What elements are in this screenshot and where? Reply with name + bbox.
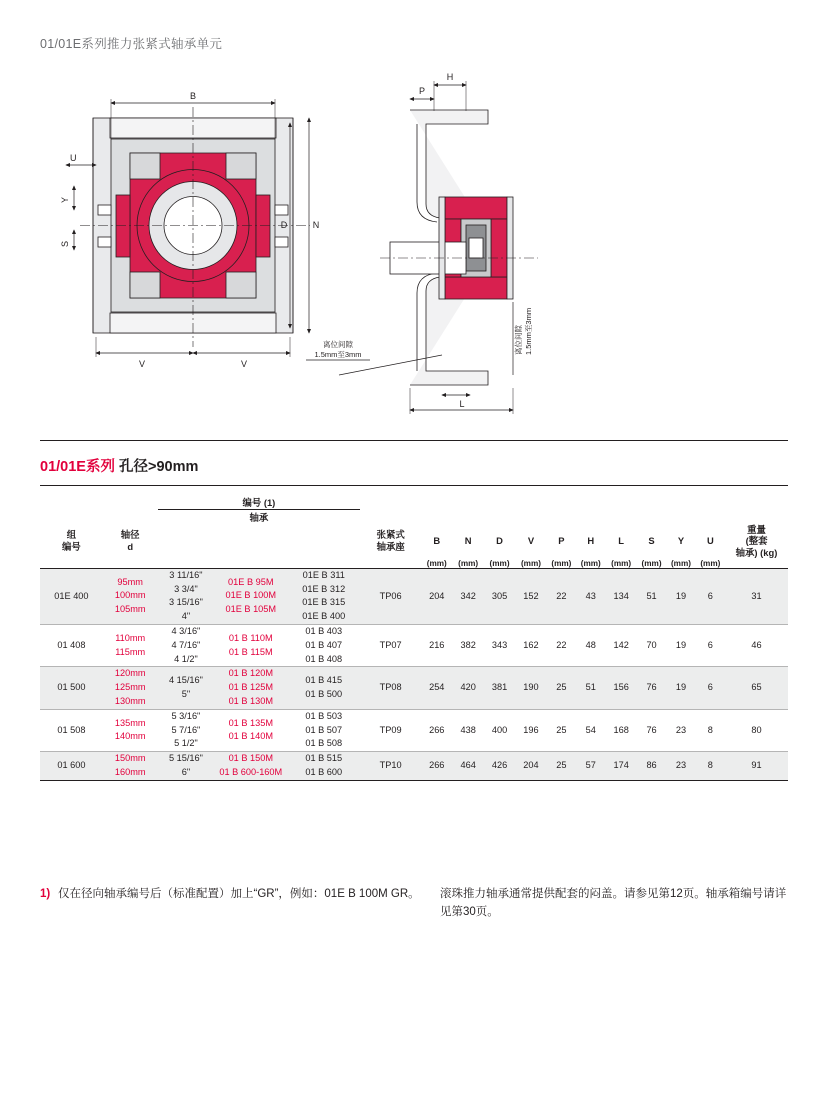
cell-dim-D: 426 bbox=[484, 752, 515, 781]
svg-text:Y: Y bbox=[60, 196, 70, 203]
unit-Y: (mm) bbox=[670, 558, 691, 568]
header-B: B bbox=[433, 535, 441, 547]
section-title bbox=[40, 455, 198, 476]
cell-dim-P: 22 bbox=[547, 568, 576, 624]
spec-table bbox=[40, 497, 788, 781]
header-L: L bbox=[618, 535, 625, 547]
cell-dim-S: 76 bbox=[637, 667, 666, 709]
cell-dim-S: 86 bbox=[637, 752, 666, 781]
svg-text:P: P bbox=[418, 86, 426, 96]
unit-B: (mm) bbox=[426, 558, 447, 568]
unit-N: (mm) bbox=[458, 558, 479, 568]
cell-weight: 80 bbox=[725, 709, 788, 751]
cell-dim-U: 8 bbox=[696, 752, 725, 781]
cell-dim-V: 190 bbox=[515, 667, 546, 709]
cell-dim-L: 134 bbox=[605, 568, 636, 624]
cell-dim-U: 6 bbox=[696, 568, 725, 624]
cell-dim-N: 464 bbox=[452, 752, 483, 781]
unit-S: (mm) bbox=[641, 558, 662, 568]
cell-dim-N: 420 bbox=[452, 667, 483, 709]
cell-shaft-dia-inch: 5 3/16" 5 7/16" 5 1/2" bbox=[158, 709, 215, 751]
cell-shaft-dia-inch: 4 15/16" 5" bbox=[158, 667, 215, 709]
table-row bbox=[40, 709, 788, 751]
svg-text:V: V bbox=[240, 359, 248, 369]
cell-shaft-dia-inch: 4 3/16" 4 7/16" 4 1/2" bbox=[158, 624, 215, 666]
cell-bearing-metric: 01 B 135M 01 B 140M bbox=[214, 709, 287, 751]
cell-dim-H: 54 bbox=[576, 709, 605, 751]
cell-housing: TP09 bbox=[360, 709, 421, 751]
table-header-row bbox=[40, 524, 788, 559]
technical-drawing bbox=[38, 55, 798, 425]
footnote-text-left: 仅在径向轴承编号后（标准配置）加上“GR”，例如：01E B 100M GR。 bbox=[58, 888, 420, 900]
cell-dim-S: 70 bbox=[637, 624, 666, 666]
table-row bbox=[40, 568, 788, 624]
cell-dim-H: 43 bbox=[576, 568, 605, 624]
cell-dim-N: 438 bbox=[452, 709, 483, 751]
cell-dim-D: 381 bbox=[484, 667, 515, 709]
cell-weight: 46 bbox=[725, 624, 788, 666]
cell-weight: 91 bbox=[725, 752, 788, 781]
cell-dim-D: 343 bbox=[484, 624, 515, 666]
cell-dim-L: 142 bbox=[605, 624, 636, 666]
cell-housing: TP10 bbox=[360, 752, 421, 781]
unit-H: (mm) bbox=[580, 558, 601, 568]
cell-dim-B: 204 bbox=[421, 568, 452, 624]
spec-table-element bbox=[40, 497, 788, 781]
cell-bearing-metric: 01 B 120M 01 B 125M 01 B 130M bbox=[214, 667, 287, 709]
svg-text:S: S bbox=[60, 240, 70, 247]
cell-bearing-metric: 01 B 110M 01 B 115M bbox=[214, 624, 287, 666]
cell-dim-H: 48 bbox=[576, 624, 605, 666]
svg-text:1.5mm至3mm: 1.5mm至3mm bbox=[524, 307, 533, 355]
cell-dim-B: 266 bbox=[421, 752, 452, 781]
header-P: P bbox=[558, 535, 565, 547]
table-row bbox=[40, 667, 788, 709]
cell-dim-U: 6 bbox=[696, 667, 725, 709]
svg-text:U: U bbox=[70, 153, 77, 163]
cell-dim-U: 8 bbox=[696, 709, 725, 751]
cell-shaft-dia-metric: 150mm 160mm bbox=[103, 752, 158, 781]
divider-under-title bbox=[40, 485, 788, 486]
cell-group-no: 01 600 bbox=[40, 752, 103, 781]
cell-group-no: 01 500 bbox=[40, 667, 103, 709]
cell-shaft-dia-inch: 5 15/16" 6" bbox=[158, 752, 215, 781]
header-S: S bbox=[648, 535, 655, 547]
cell-dim-Y: 19 bbox=[666, 568, 695, 624]
cell-shaft-dia-metric: 95mm 100mm 105mm bbox=[103, 568, 158, 624]
cell-dim-S: 76 bbox=[637, 709, 666, 751]
cell-dim-B: 216 bbox=[421, 624, 452, 666]
cell-dim-D: 305 bbox=[484, 568, 515, 624]
header-U: U bbox=[706, 535, 714, 547]
cell-dim-V: 196 bbox=[515, 709, 546, 751]
cell-dim-H: 57 bbox=[576, 752, 605, 781]
cell-group-no: 01E 400 bbox=[40, 568, 103, 624]
cell-dim-D: 400 bbox=[484, 709, 515, 751]
cell-bearing-inch: 01 B 403 01 B 407 01 B 408 bbox=[287, 624, 360, 666]
unit-V: (mm) bbox=[520, 558, 541, 568]
cell-dim-P: 25 bbox=[547, 752, 576, 781]
header-group-no: 组 编号 bbox=[62, 529, 81, 553]
unit-D: (mm) bbox=[489, 558, 510, 568]
cell-group-no: 01 408 bbox=[40, 624, 103, 666]
svg-text:H: H bbox=[446, 72, 454, 82]
cell-bearing-inch: 01E B 311 01E B 312 01E B 315 01E B 400 bbox=[287, 568, 360, 624]
unit-L: (mm) bbox=[611, 558, 632, 568]
cell-bearing-inch: 01 B 515 01 B 600 bbox=[287, 752, 360, 781]
cell-dim-V: 162 bbox=[515, 624, 546, 666]
header-H: H bbox=[587, 535, 595, 547]
cell-shaft-dia-inch: 3 11/16" 3 3/4" 3 15/16" 4" bbox=[158, 568, 215, 624]
cell-dim-Y: 23 bbox=[666, 752, 695, 781]
header-Y: Y bbox=[677, 535, 685, 547]
unit-P: (mm) bbox=[551, 558, 572, 568]
table-body bbox=[40, 568, 788, 780]
cell-shaft-dia-metric: 135mm 140mm bbox=[103, 709, 158, 751]
header-D: D bbox=[496, 535, 503, 547]
footnote-marker: 1) bbox=[40, 888, 51, 900]
header-N: N bbox=[464, 535, 472, 547]
svg-text:1.5mm至3mm: 1.5mm至3mm bbox=[314, 350, 362, 359]
svg-text:V: V bbox=[138, 359, 146, 369]
header-bearing: 轴承 bbox=[249, 511, 269, 523]
section-title-series: 01/01E系列 bbox=[40, 459, 115, 475]
page-title: 01/01E系列推力张紧式轴承单元 bbox=[40, 37, 223, 51]
cell-dim-B: 254 bbox=[421, 667, 452, 709]
cell-dim-P: 25 bbox=[547, 667, 576, 709]
footnote-text-right: 滚珠推力轴承通常提供配套的闷盖。请参见第12页。轴承箱编号请详见第30页。 bbox=[440, 888, 787, 918]
svg-text:N: N bbox=[312, 220, 320, 230]
section-title-bore: 孔径>90mm bbox=[119, 459, 199, 475]
cell-bearing-metric: 01E B 95M 01E B 100M 01E B 105M bbox=[214, 568, 287, 624]
cell-dim-P: 25 bbox=[547, 709, 576, 751]
divider-top bbox=[40, 440, 788, 441]
cell-shaft-dia-metric: 110mm 115mm bbox=[103, 624, 158, 666]
cell-group-no: 01 508 bbox=[40, 709, 103, 751]
cell-weight: 65 bbox=[725, 667, 788, 709]
cell-dim-U: 6 bbox=[696, 624, 725, 666]
cell-bearing-metric: 01 B 150M 01 B 600-160M bbox=[214, 752, 287, 781]
cell-bearing-inch: 01 B 415 01 B 500 bbox=[287, 667, 360, 709]
cell-dim-Y: 19 bbox=[666, 624, 695, 666]
cell-housing: TP08 bbox=[360, 667, 421, 709]
cell-dim-P: 22 bbox=[547, 624, 576, 666]
header-housing: 张紧式 轴承座 bbox=[376, 529, 405, 553]
table-row bbox=[40, 752, 788, 781]
svg-text:离位间隙: 离位间隙 bbox=[514, 325, 523, 355]
header-part-no-group: 编号 (1) bbox=[158, 497, 361, 509]
svg-text:D: D bbox=[280, 220, 288, 230]
cell-housing: TP06 bbox=[360, 568, 421, 624]
svg-text:离位间隙: 离位间隙 bbox=[323, 340, 353, 349]
cell-shaft-dia-metric: 120mm 125mm 130mm bbox=[103, 667, 158, 709]
cell-dim-V: 204 bbox=[515, 752, 546, 781]
table-header-group-row bbox=[40, 497, 788, 509]
cell-dim-H: 51 bbox=[576, 667, 605, 709]
cell-bearing-inch: 01 B 503 01 B 507 01 B 508 bbox=[287, 709, 360, 751]
cell-dim-Y: 23 bbox=[666, 709, 695, 751]
cell-dim-V: 152 bbox=[515, 568, 546, 624]
cell-dim-N: 382 bbox=[452, 624, 483, 666]
header-V: V bbox=[527, 535, 535, 547]
svg-text:L: L bbox=[459, 399, 465, 409]
table-row bbox=[40, 624, 788, 666]
cell-weight: 31 bbox=[725, 568, 788, 624]
cell-dim-N: 342 bbox=[452, 568, 483, 624]
cell-dim-S: 51 bbox=[637, 568, 666, 624]
cell-dim-L: 174 bbox=[605, 752, 636, 781]
cell-dim-L: 168 bbox=[605, 709, 636, 751]
cell-dim-Y: 19 bbox=[666, 667, 695, 709]
cell-housing: TP07 bbox=[360, 624, 421, 666]
cell-dim-L: 156 bbox=[605, 667, 636, 709]
table-header-units-row bbox=[40, 559, 788, 569]
unit-U: (mm) bbox=[700, 558, 721, 568]
cell-dim-B: 266 bbox=[421, 709, 452, 751]
header-shaft-dia: 轴径 d bbox=[120, 529, 140, 553]
header-weight: 重量 (整套 轴承) (kg) bbox=[735, 523, 778, 558]
svg-text:B: B bbox=[189, 91, 197, 101]
